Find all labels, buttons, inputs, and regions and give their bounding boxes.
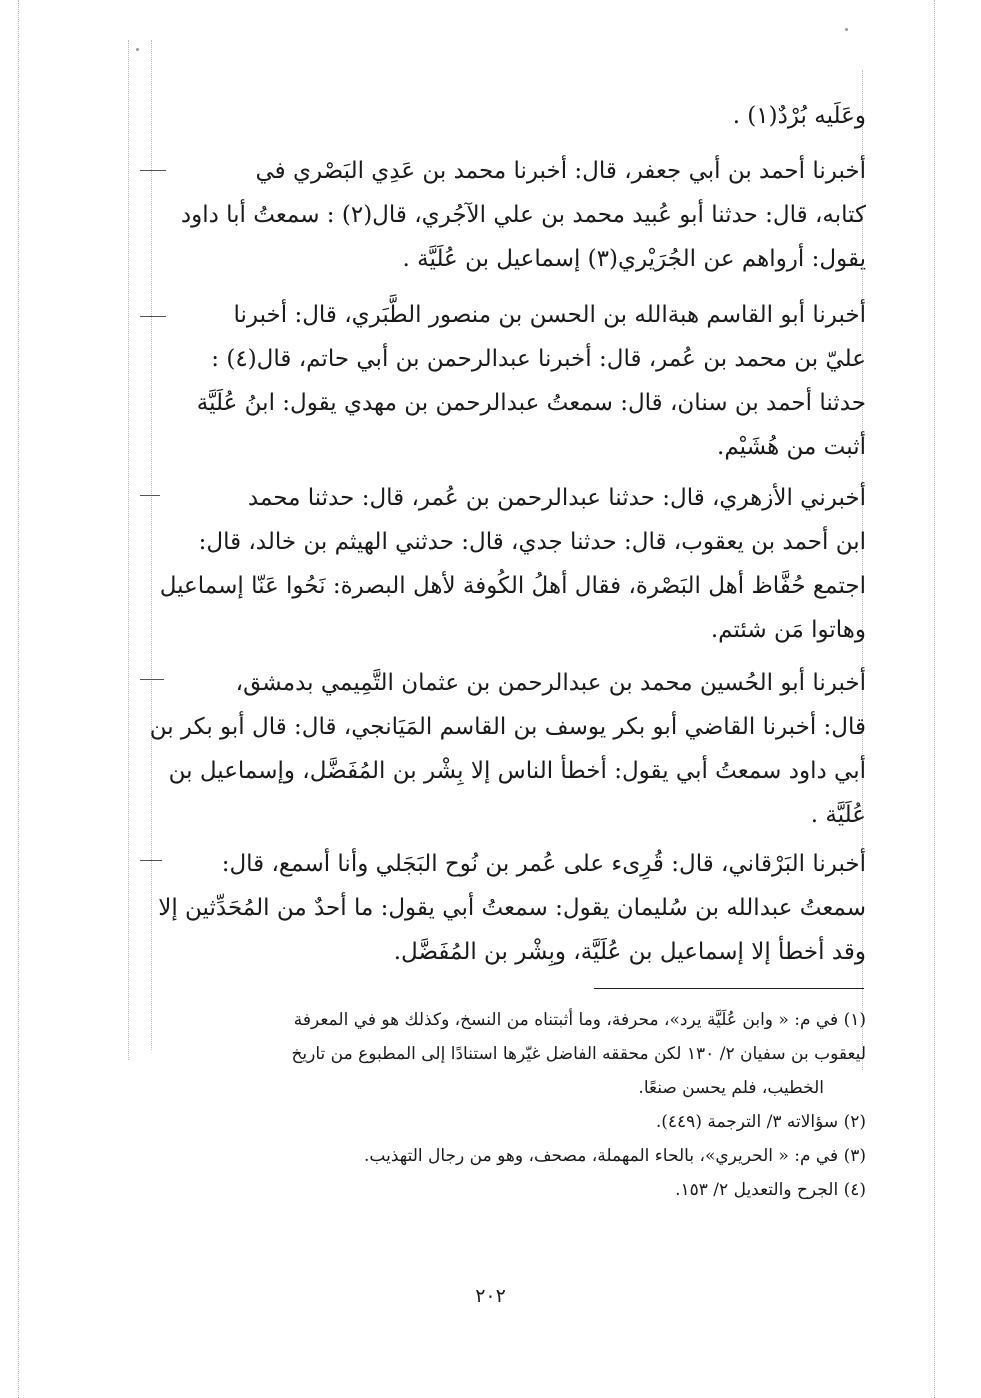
- text-line: قال: أخبرنا القاضي أبو بكر يوسف بن القاسم المَيَانجي، قال: قال أبو بكر بن: [149, 714, 866, 740]
- text-line: أخبرنا البَرْقاني، قال: قُرِىء على عُمر بن نُوح البَجَلي وأنا أسمع، قال:: [221, 851, 866, 877]
- scan-edge-mark: [934, 0, 935, 1398]
- footnotes: [140, 0, 866, 1220]
- text-line: وعَلَيه بُرْدٌ(١) .: [732, 103, 866, 129]
- footnote-line: (١) في م: « وابن عُلَيَّة يرد»، محرفة، وما أثبتناه من النسخ، وكذلك هو في المعرفة: [293, 1010, 866, 1030]
- text-line: أخبرنا أحمد بن أبي جعفر، قال: أخبرنا محمد بن عَدِي البَصْري في: [255, 158, 866, 184]
- footnote-line: (٣) في م: « الحريري»، بالحاء المهملة، مصحف، وهو من رجال التهذيب.: [363, 1146, 866, 1166]
- page-number: ٢٠٢: [475, 1285, 506, 1307]
- text-line: عليّ بن محمد بن عُمر، قال: أخبرنا عبدالرحمن بن أبي حاتم، قال(٤) :: [211, 346, 866, 372]
- text-line: يقول: أرواهم عن الجُرَيْري(٣) إسماعيل بن عُلَيَّة .: [402, 246, 866, 272]
- text-line: عُلَيَّة .: [810, 802, 866, 828]
- scan-edge-mark: [128, 40, 129, 1060]
- text-line: أثبت من هُشَيْم.: [717, 434, 866, 460]
- text-line: وقد أخطأ إلا إسماعيل بن عُلَيَّة، وبِشْر بن المُفَضَّل.: [393, 939, 866, 965]
- text-line: وهاتوا مَن شئتم.: [710, 617, 866, 643]
- scan-edge-mark: [18, 0, 19, 1398]
- text-line: أبي داود سمعتُ أبي يقول: أخطأ الناس إلا بِشْر بن المُفَضَّل، وإسماعيل بن: [168, 758, 866, 784]
- text-line: اجتمع حُفَّاظ أهل البَصْرة، فقال أهلُ الكُوفة لأهل البصرة: نَحُوا عَنّا إسماعيل: [159, 573, 866, 599]
- text-line: ابن أحمد بن يعقوب، قال: حدثنا جدي، قال: حدثني الهيثم بن خالد، قال:: [198, 529, 866, 555]
- text-line: أخبرني الأزهري، قال: حدثنا عبدالرحمن بن عُمر، قال: حدثنا محمد: [247, 485, 866, 511]
- text-line: حدثنا أحمد بن سنان، قال: سمعتُ عبدالرحمن بن مهدي يقول: ابنُ عُلَيَّة: [196, 390, 866, 416]
- text-line: كتابه، قال: حدثنا أبو عُبيد محمد بن علي الآجُري، قال(٢) : سمعتُ أبا داود: [180, 202, 866, 228]
- text-line: أخبرنا أبو الحُسين محمد بن عبدالرحمن بن عثمان التَّمِيمي بدمشق،: [235, 670, 866, 696]
- footnote-line: ليعقوب بن سفيان ٢/ ١٣٠ لكن محققه الفاضل غيّرها استنادًا إلى المطبوع من تاريخ: [291, 1044, 866, 1064]
- scan-speck: [136, 48, 139, 51]
- footnote-line: (٤) الجرح والتعديل ٢/ ١٥٣.: [675, 1180, 866, 1200]
- text-line: سمعتُ عبدالله بن سُليمان يقول: سمعتُ أبي يقول: ما أحدٌ من المُحَدِّثين إلا: [158, 895, 866, 921]
- footnote-line: الخطيب، فلم يحسن صنعًا.: [638, 1078, 824, 1098]
- footnote-line: (٢) سؤالاته ٣/ الترجمة (٤٤٩).: [655, 1112, 866, 1132]
- text-line: أخبرنا أبو القاسم هبةالله بن الحسن بن منصور الطَّبَري، قال: أخبرنا: [233, 302, 866, 328]
